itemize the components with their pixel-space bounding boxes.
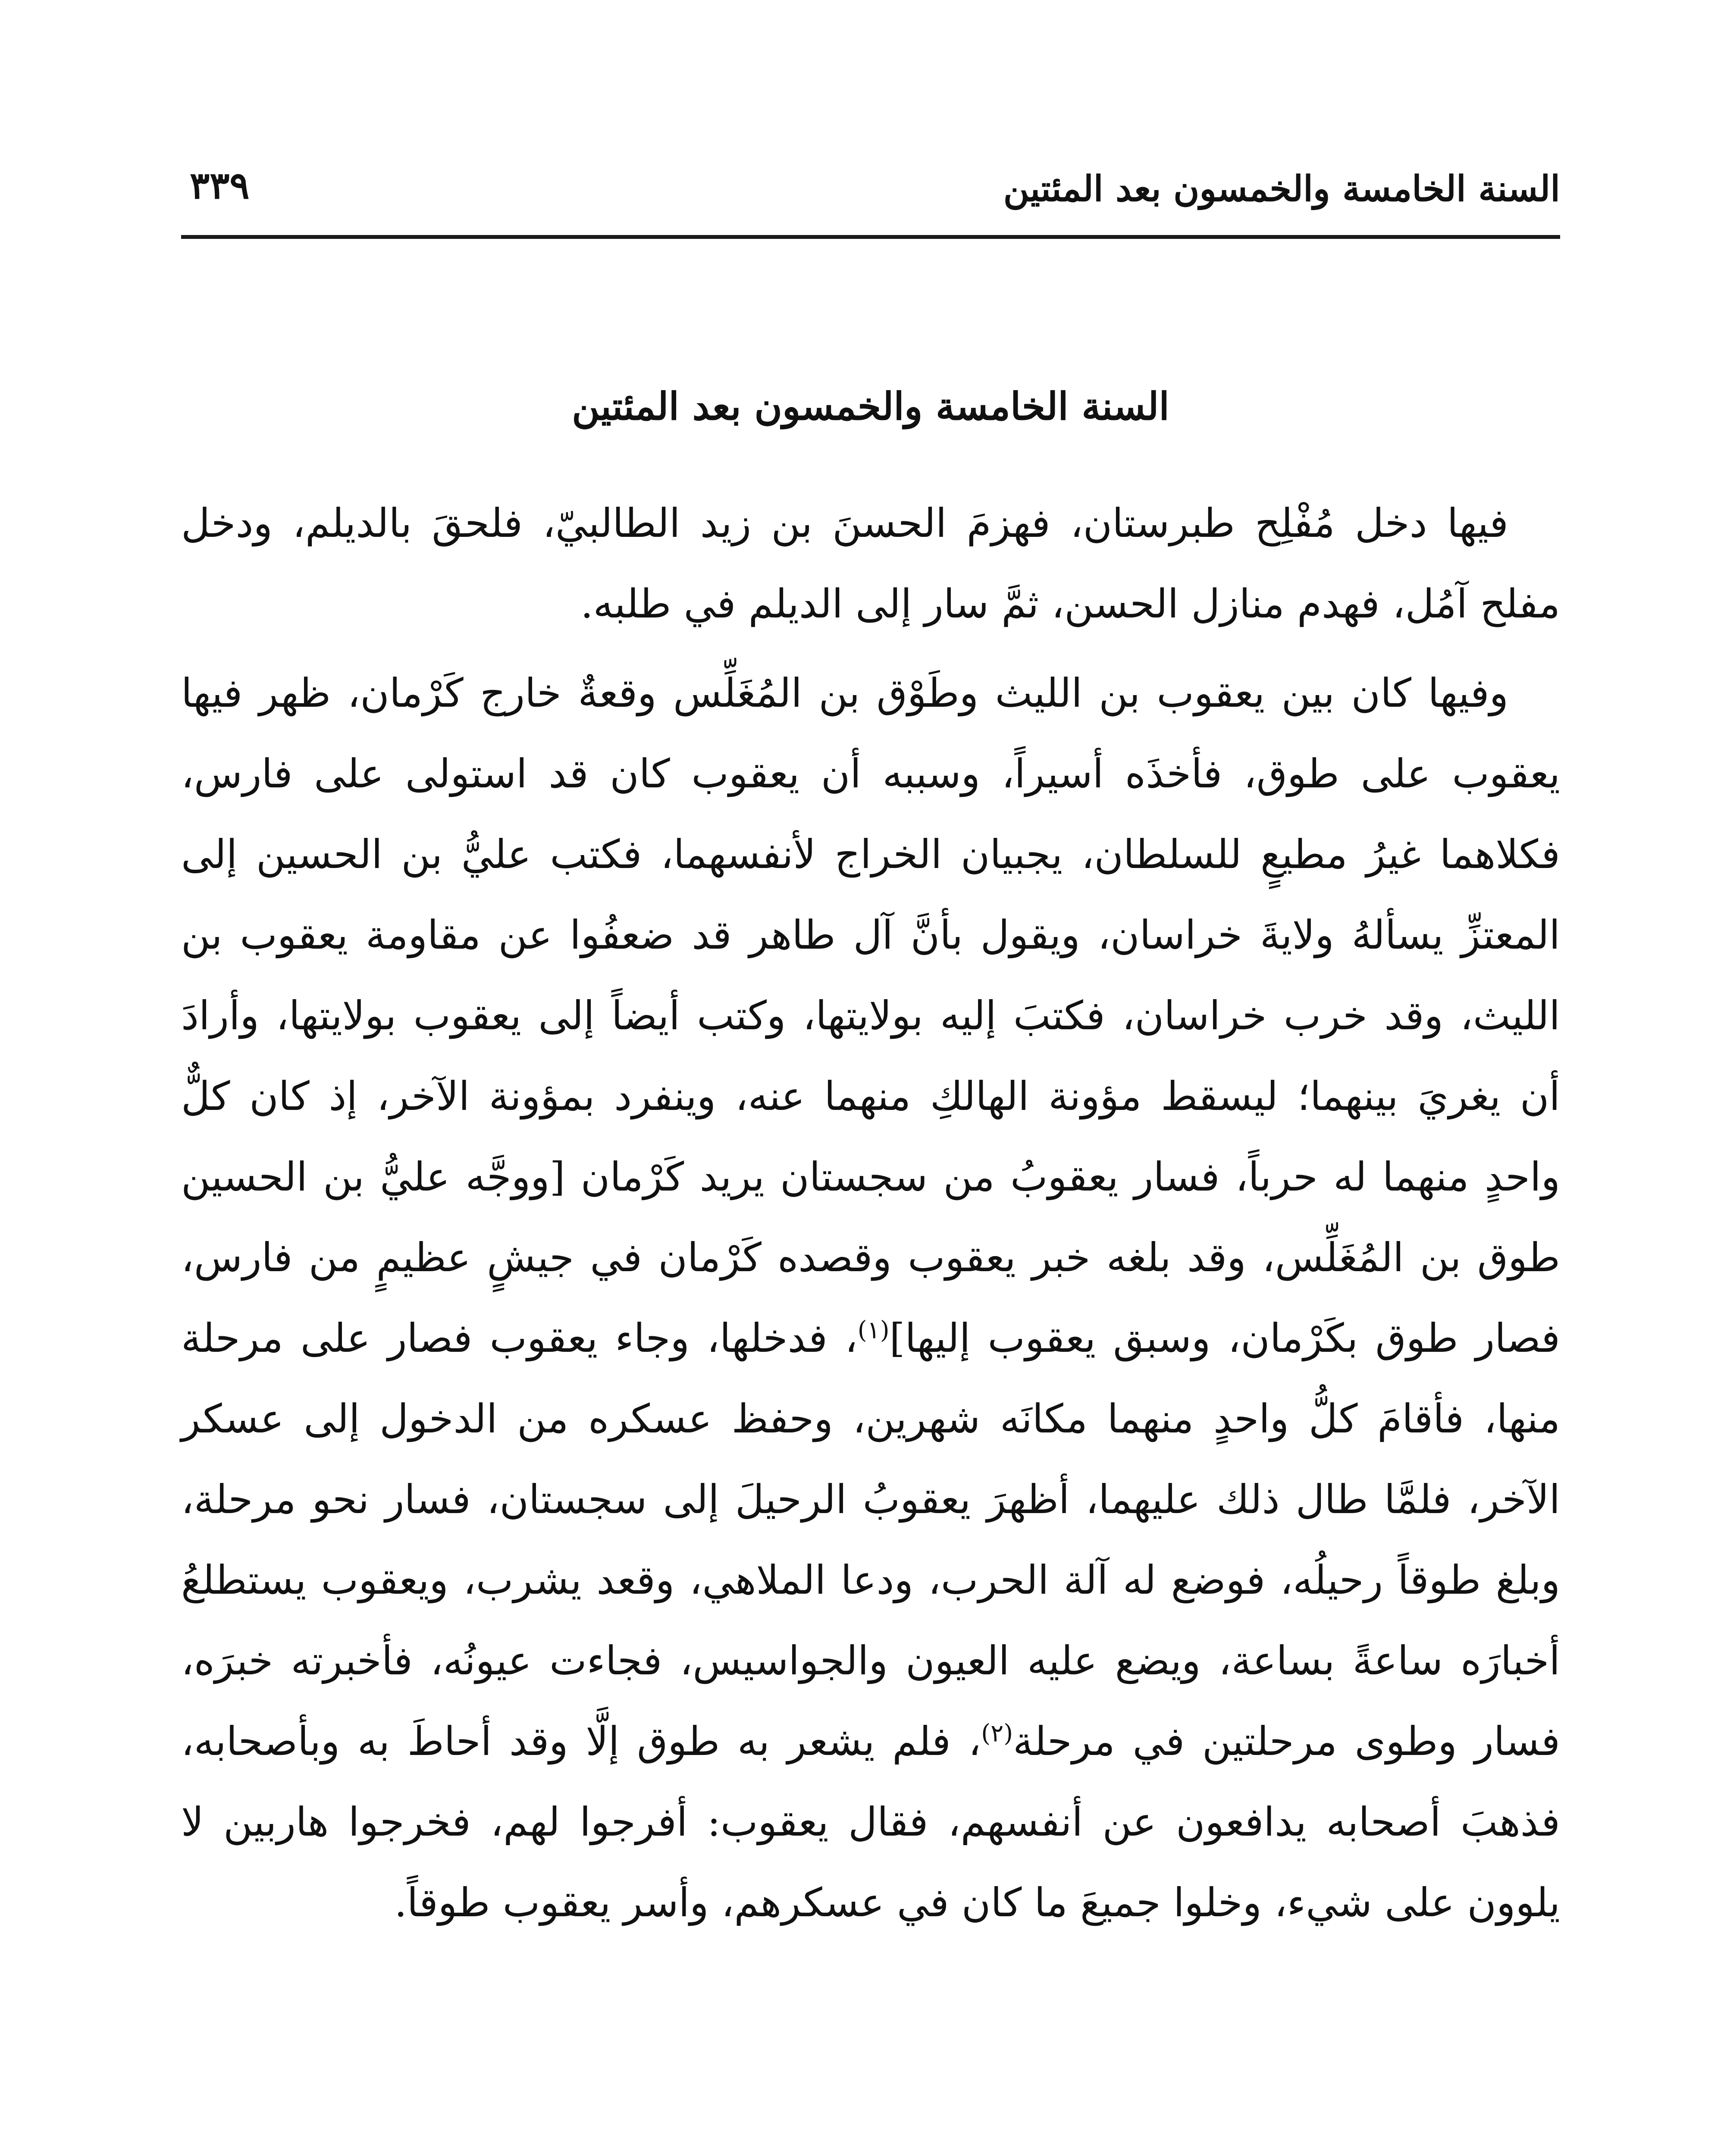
paragraph: فيها دخل مُفْلِح طبرستان، فهزمَ الحسنَ بن زيد الطالبيّ، فلحقَ بالديلم، ودخل مفلح آمُل، فهدم منازل الحسن، ثمَّ سار إلى الديلم في طلبه. [181,500,1560,627]
body-text [181,483,1560,1943]
paragraph-text: وفيها كان بين يعقوب بن الليث وطَوْق بن المُغَلِّس وقعةٌ خارج كَرْمان، ظهر فيها يعقوب على طوق، فأخذَه أسيراً، وسببه أن يعقوب كان قد استولى على فارس، فكلاهما غيرُ مطيعٍ للسلطان، يجبيان الخراج لأنفسهما، فكتب عليُّ بن الحسين إلى المعتزِّ يسألهُ ولايةَ خراسان، ويقول بأنَّ آل طاهر قد ضعفُوا عن مقاومة يعقوب بن الليث، وقد خرب خراسان، فكتبَ إليه بولايتها، وكتب أيضاً إلى يعقوب بولايتها، وأرادَ أن يغريَ بينهما؛ ليسقط مؤونة الهالكِ منهما عنه، وينفرد بمؤونة الآخر، إذ كان كلٌّ واحدٍ منهما له حرباً، فسار يعقوبُ من سجستان يريد كَرْمان [ووجَّه عليُّ بن الحسين طوق بن المُغَلِّس، وقد بلغه خبر يعقوب وقصده كَرْمان في جيشٍ عظيمٍ من فارس، فصار طوق بكَرْمان، وسبق يعقوب إليها] [181,670,1560,1361]
footnote-ref[interactable]: (٢) [981,1719,1013,1748]
chapter-heading: السنة الخامسة والخمسون بعد المئتين [572,384,1169,429]
header-rule [181,235,1560,239]
running-title: السنة الخامسة والخمسون بعد المئتين [1003,168,1560,210]
paragraph-text: ، فدخلها، وجاء يعقوب فصار على مرحلة منها، فأقامَ كلُّ واحدٍ منهما مكانَه شهرين، وحفظ عسكره من الدخول إلى عسكر الآخر، فلمَّا طال ذلك عليهما، أظهرَ يعقوبُ الرحيلَ إلى سجستان، فسار نحو مرحلة، وبلغ طوقاً رحيلُه، فوضع له آلة الحرب، ودعا الملاهي، وقعد يشرب، ويعقوب يستطلعُ أخبارَه ساعةً بساعة، ويضع عليه العيون والجواسيس، فجاءت عيونُه، فأخبرته خبرَه، فسار وطوى مرحلتين في مرحلة [181,1315,1561,1764]
paragraph-text: ، فلم يشعر به طوق إلَّا وقد أحاطَ به وبأصحابه، فذهبَ أصحابه يدافعون عن أنفسهم، فقال يعقوب: أفرجوا لهم، فخرجوا هاربين لا يلوون على شيء، وخلوا جميعَ ما كان في عسكرهم، وأسر يعقوب طوقاً. [181,1718,1560,1926]
running-header [181,151,1560,224]
paragraph [181,653,1560,1943]
page-number: ٣٣٩ [190,164,250,207]
footnote-ref[interactable]: (١) [857,1316,890,1344]
